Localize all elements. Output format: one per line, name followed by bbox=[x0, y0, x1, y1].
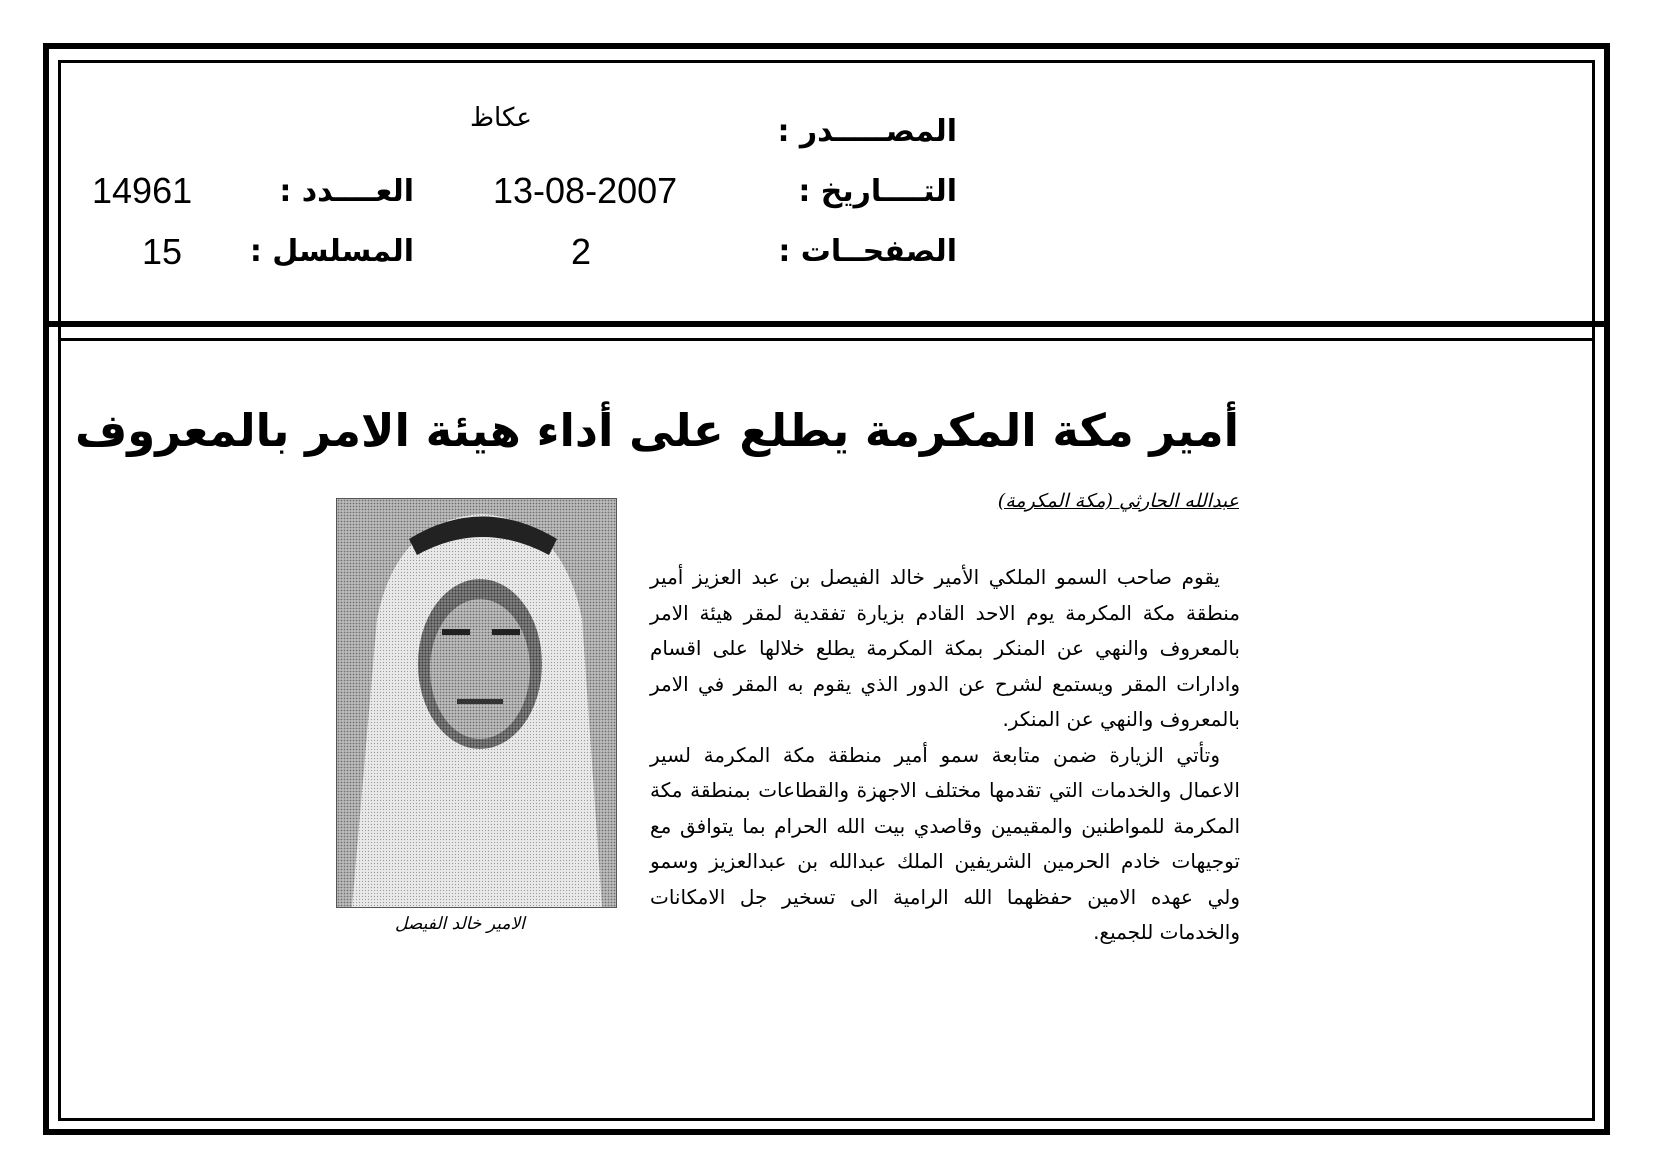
serial-label: المسلسل : bbox=[249, 234, 414, 269]
pages-label: الصفحــات : bbox=[778, 234, 957, 269]
photo-caption: الامير خالد الفيصل bbox=[395, 914, 525, 934]
serial-value: 15 bbox=[142, 231, 183, 272]
article-body bbox=[650, 560, 1240, 951]
portrait-photo bbox=[336, 498, 617, 908]
source-label: المصـــــدر : bbox=[777, 114, 957, 149]
date-label: التــــاريخ : bbox=[798, 174, 957, 209]
article-headline: أمير مكة المكرمة يطلع على أداء هيئة الامر بالمعروف bbox=[74, 404, 1239, 457]
header-separator bbox=[43, 321, 1610, 327]
header-separator-thin bbox=[58, 338, 1595, 341]
pages-value: 2 bbox=[571, 231, 592, 272]
source-value: عكاظ bbox=[470, 103, 532, 133]
issue-value: 14961 bbox=[92, 170, 193, 211]
issue-label: العــــدد : bbox=[279, 174, 414, 209]
article-byline: عبدالله الحارثي (مكة المكرمة) bbox=[997, 490, 1239, 512]
article-paragraph: يقوم صاحب السمو الملكي الأمير خالد الفيصل بن عبد العزيز أمير منطقة مكة المكرمة يوم الاحد القادم بزيارة تفقدية لمقر هيئة الامر بالمعروف والنهي عن المنكر بمكة المكرمة يطلع خلالها على اقسام وادارات المقر ويستمع لشرح عن الدور الذي يقوم به المقر في الامر بالمعروف والنهي عن المنكر. bbox=[650, 565, 1240, 731]
article-paragraph: وتأتي الزيارة ضمن متابعة سمو أمير منطقة مكة المكرمة لسير الاعمال والخدمات التي تقدمها مختلف الاجهزة والقطاعات بمنطقة مكة المكرمة للمواطنين والمقيمين وقاصدي بيت الله الحرام بما يتوافق مع توجيهات خادم الحرمين الشريفين الملك عبدالله بن عبدالعزيز وسمو ولي عهده الامين حفظهما الله الرامية الى تسخير جل الامكانات والخدمات للجميع. bbox=[650, 742, 1240, 944]
date-value: 13-08-2007 bbox=[493, 170, 678, 211]
